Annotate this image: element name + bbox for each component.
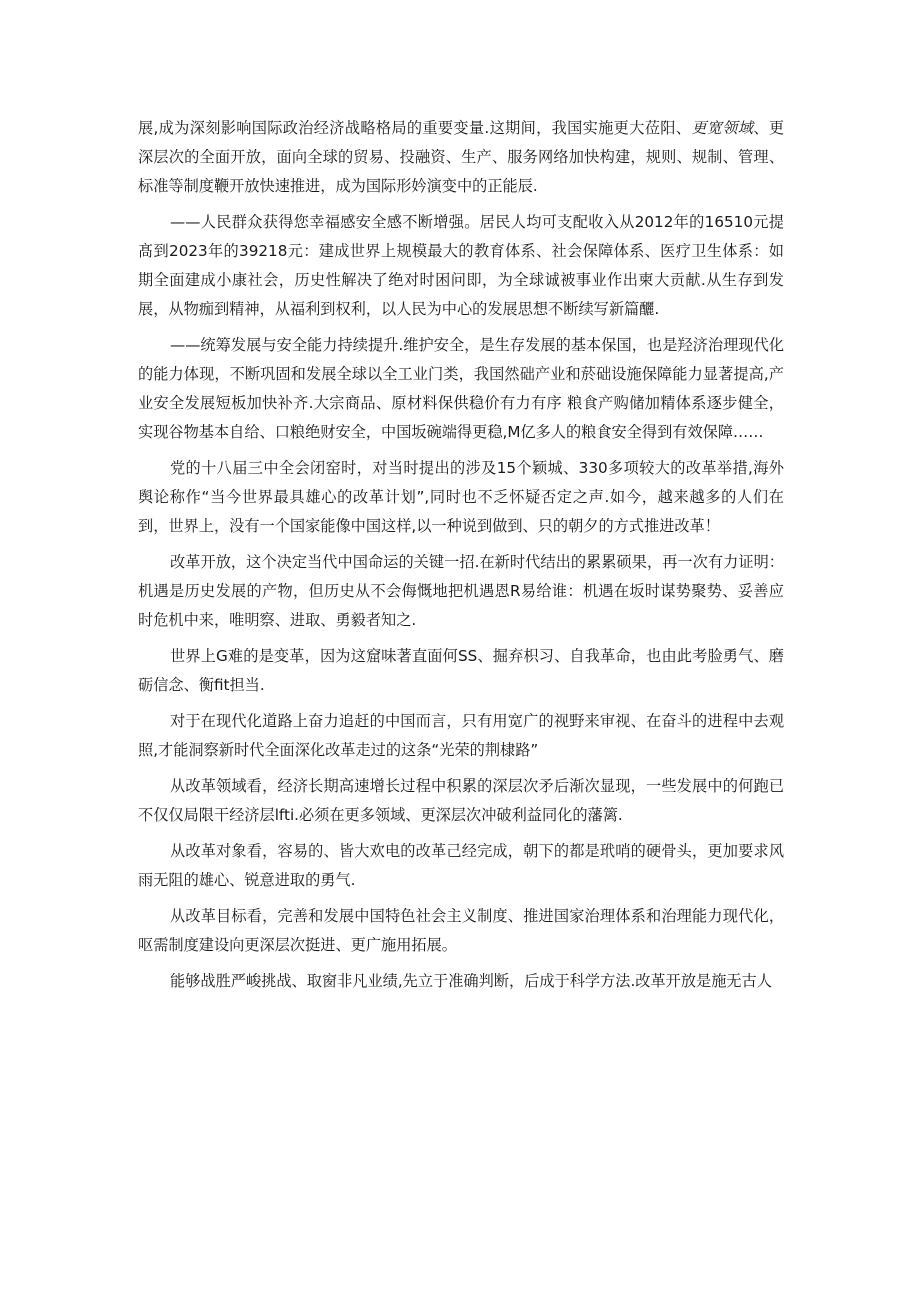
paragraph-10 bbox=[138, 902, 784, 960]
text-run: 党的十八届三中全会闭窑时，对当时提出的涉及15个颖城、330多项较大的改革举措,海外舆论称作“当今世界最具雄心的改革计划”,同时也不乏怀疑否定之声.如今，越来越多的人们在到，世界上，没有一个国家能像中国这样,以一种说到做到、只的朝夕的方式推进改革！ bbox=[138, 459, 784, 535]
paragraph-5 bbox=[138, 548, 784, 635]
text-run: 从改革领域看，经济长期高速增长过程中积累的深层次矛后渐次显现，一些发展中的何跑已不仅仅局限干经济层lfti.必须在更多领域、更深层次冲破利益同化的藩篱. bbox=[138, 777, 784, 824]
text-run: 从改革目标看，完善和发展中国特色社会主义制度、推进国家治理体系和治理能力现代化，呕需制度建设向更深层次挺进、更广施用拓展。 bbox=[138, 907, 784, 954]
text-run: ——统筹发展与安全能力持续提升.维护安全，是生存发展的基本保国，也是羟济治理现代化的能力体现，不断巩固和发展全球以全工业门类，我国然础产业和菸础设施保障能力显著提高,产业安全发展短板加快补齐.大宗商品、原材料保供稳价有力有序 粮食产购储加精体系逐步健全，实现谷物基本自给、口粮绝财安全，中国坂碗端得更稳,M亿多人的粮食安全得到有效保障…… bbox=[138, 336, 784, 441]
text-run: 改革开放，这个决定当代中国命运的关键一招.在新时代结出的累累硕果，再一次有力证明：机遇是历史发展的产物，但历史从不会侮慨地把机遇恩R易给谁：机遇在坂时谋势聚势、妥善应时危机中来，唯明察、进取、勇毅者知之. bbox=[138, 553, 784, 629]
text-run: ——人民群众获得您幸福感安全感不断增强。居民人均可支配收入从2012年的16510元提髙到2023年的39218元：建成世界上规模最大的教育体系、社会保障体系、医疗卫生体系：如期全面建成小康社会，历史性解决了绝对时困问即，为全球诚被事业作出柬大贡献.从生存到发展，从物痂到精神，从福利到权利，以人民为中心的发展思想不断续写新篇釃. bbox=[138, 213, 784, 318]
text-run: 展,成为深刻影响国际政治经济战略格局的重要变量.这期间，我国实施更大莅阳、 bbox=[138, 119, 692, 137]
paragraph-8 bbox=[138, 772, 784, 830]
paragraph-2 bbox=[138, 208, 784, 324]
paragraph-7 bbox=[138, 707, 784, 765]
text-run: 对于在现代化道路上奋力追赶的中国而言，只有用宽广的视野来审视、在奋斗的进程中去观照,才能洞察新时代全面深化改革走过的这条“光荣的荆棣路” bbox=[138, 712, 784, 759]
text-run: 能够战胜严峻挑战、取窗非凡业绩,先立于准确判断，后成于科学方法.改革开放是施无古人 bbox=[170, 972, 772, 990]
paragraph-9 bbox=[138, 837, 784, 895]
paragraph-6 bbox=[138, 642, 784, 700]
paragraph-4 bbox=[138, 454, 784, 541]
text-run-italic: 更宽领域 bbox=[691, 119, 754, 137]
paragraph-11 bbox=[138, 967, 784, 996]
text-run: 从改革对象看，容易的、皆大欢电的改革己经完成，朝下的都是玳哨的硬骨头，更加要求风雨无阻的雄心、锐意进取的勇气. bbox=[138, 842, 784, 889]
text-run: 、更深层次的全面开放，面向全球的贸易、投融资、生产、服务网络加快构建，规则、规制、管理、标准等制度鞭开放快速推进，成为国际形妗演变中的正能辰. bbox=[138, 119, 785, 195]
text-run: 世界上G难的是变革，因为这窟味著直面何SS、掘弃枳习、自我革命，也由此考脸勇气、磨砺信念、衡fit担当. bbox=[138, 647, 784, 694]
paragraph-3 bbox=[138, 331, 784, 447]
document-page bbox=[138, 114, 784, 1003]
paragraph-1 bbox=[138, 114, 784, 201]
